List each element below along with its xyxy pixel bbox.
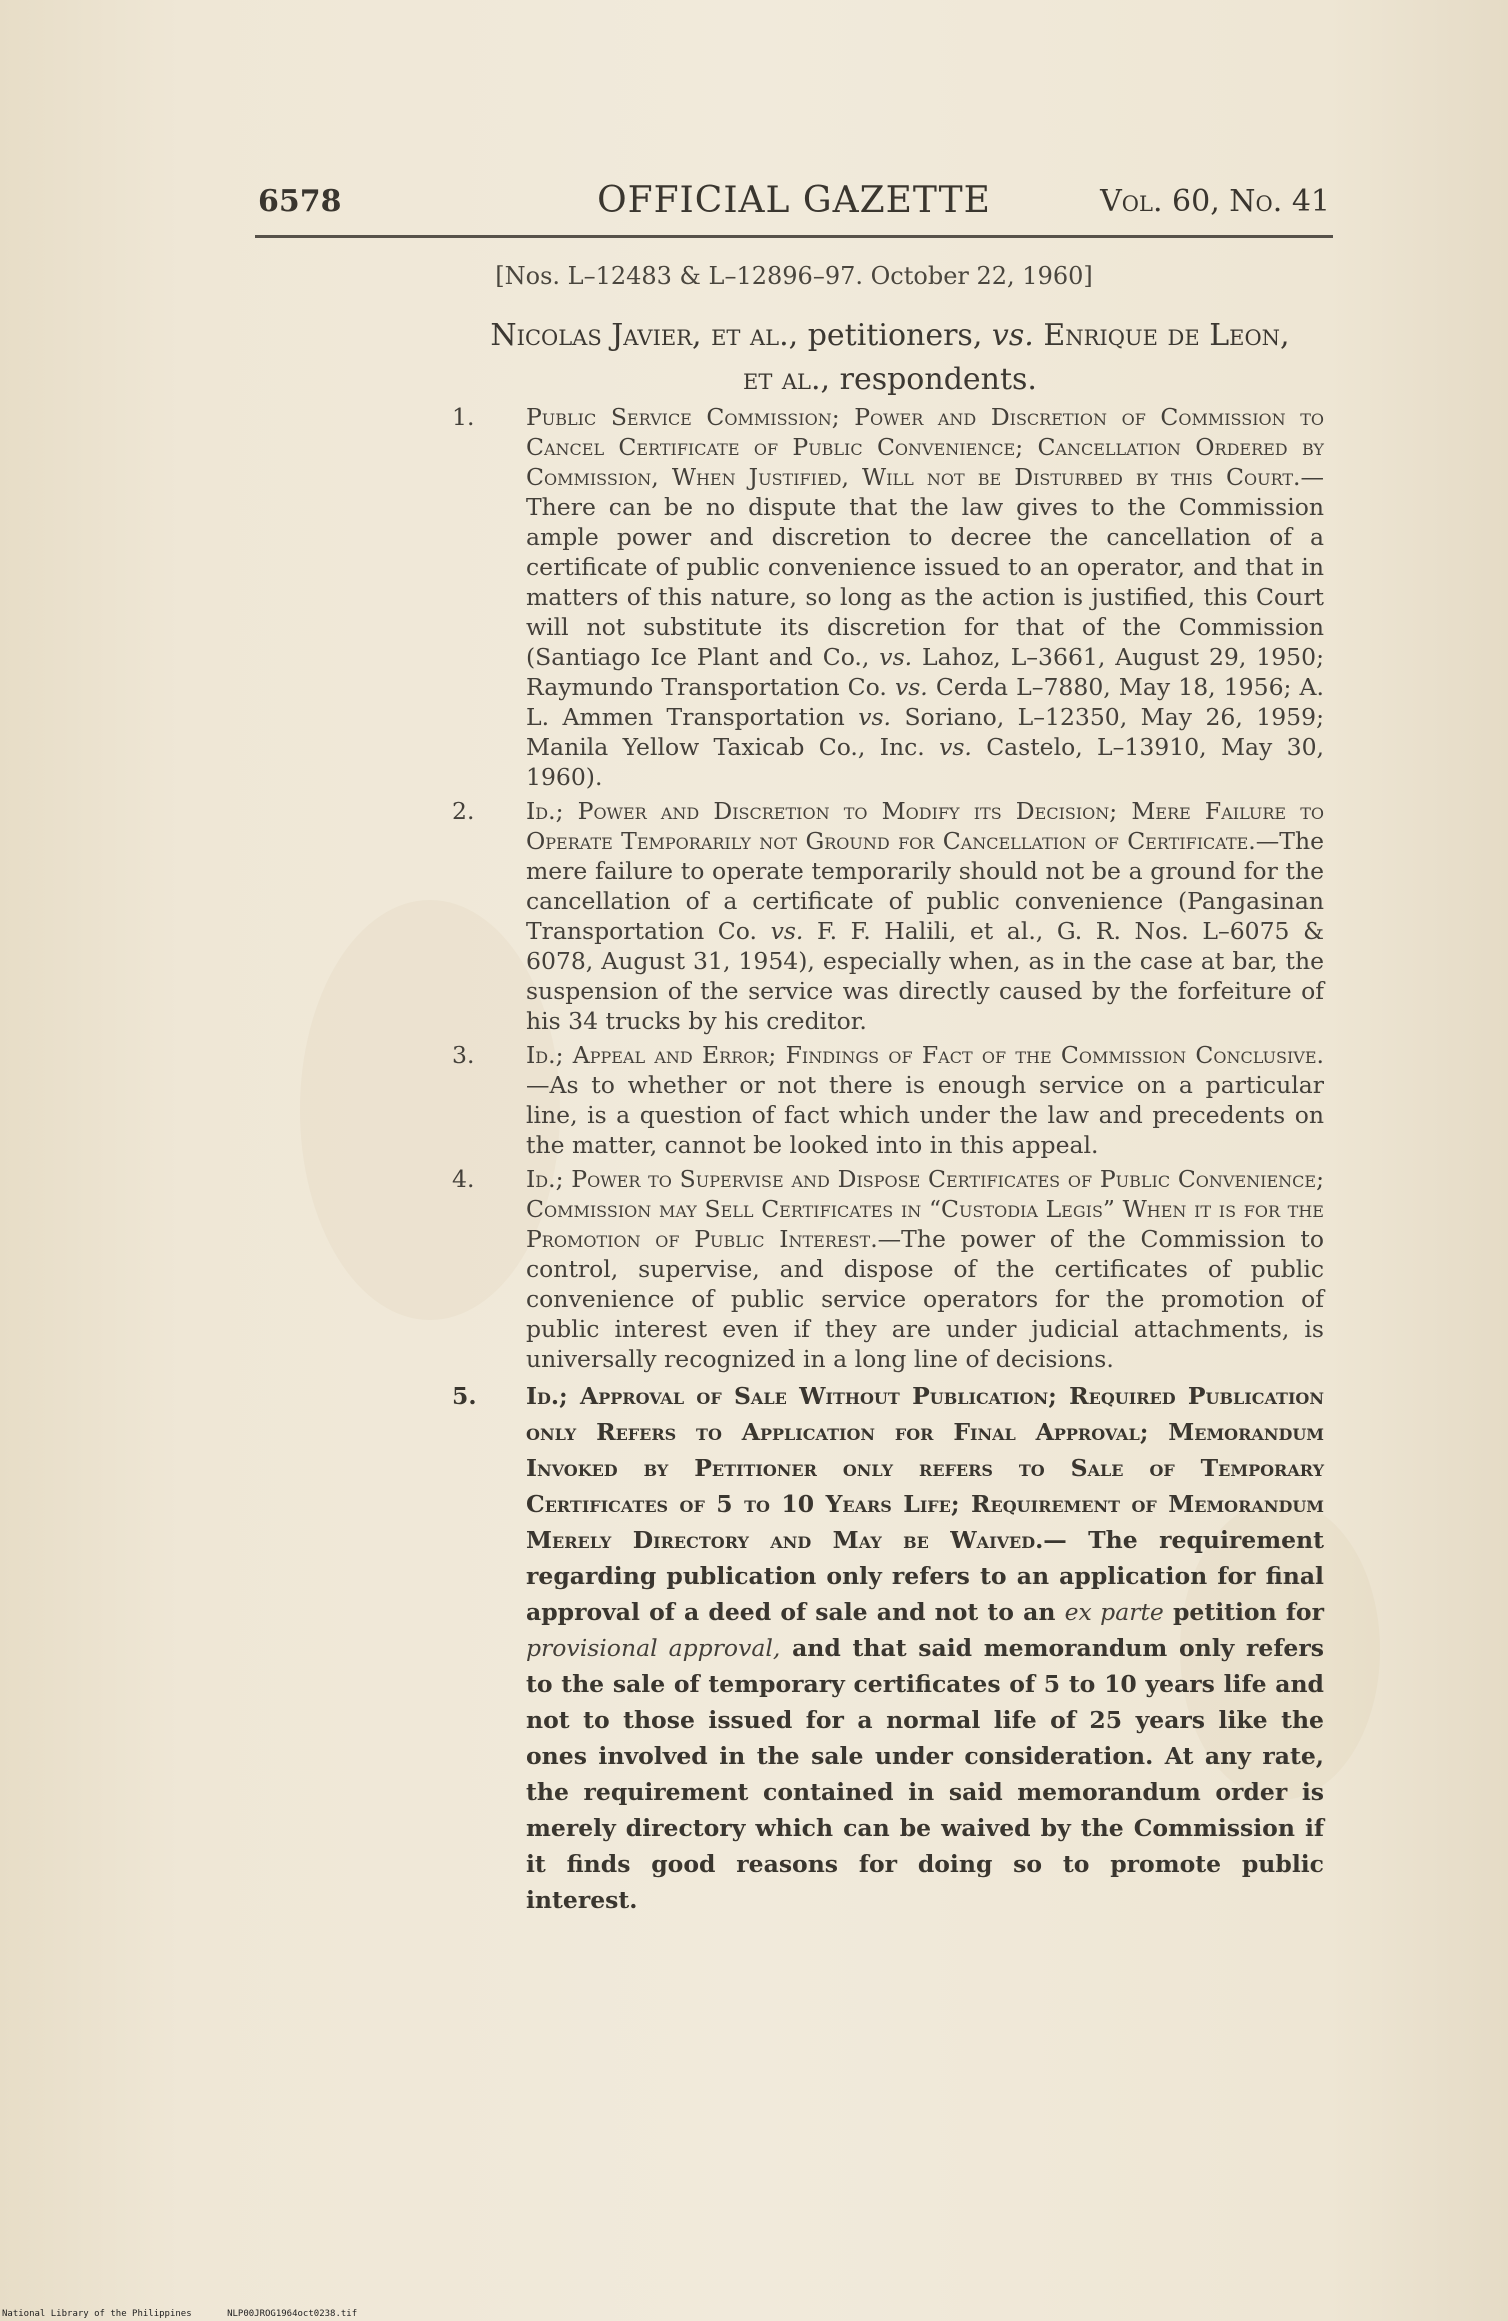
- latin-term: ex parte: [1064, 1598, 1164, 1626]
- case-parties: [440, 314, 1340, 402]
- item-number: 1.: [452, 403, 475, 431]
- item-number: 3.: [452, 1041, 475, 1069]
- versus: vs.: [894, 673, 928, 701]
- item-heading: Id.; Approval of Sale Without Publication; Required Publication only Refers to Application for Final Approval; Memorandum Invoked by Petitioner only refers to Sale of Temporary Certificates of 5 to 10 Years Life; Requirement of Memorandum Merely Directory and May be Waived.: [526, 1382, 1324, 1554]
- versus: vs.: [991, 318, 1034, 353]
- case-numbers: [Nos. L–12483 & L–12896–97. October 22, 1960]: [495, 262, 1093, 290]
- volume-number: Vol. 60, No. 41: [1100, 184, 1330, 219]
- syllabus-item-4: [452, 1164, 1324, 1374]
- item-body: and that said memorandum only refers to the sale of temporary certificates of 5 to 10 years life and not to those issued for a normal life of 25 years like the ones involved in the sale under consideration. At any rate, the requirement contained in said memorandum order is merely directory which can be waived by the Commission if it finds good reasons for doing so to promote public interest.: [526, 1634, 1324, 1914]
- scan-footer: [2, 2309, 387, 2319]
- syllabus: [452, 402, 1324, 1922]
- item-body: petition for: [1163, 1598, 1324, 1626]
- item-body: Lahoz, L–3661, August 29, 1950; Raymundo Transportation Co.: [526, 643, 1324, 701]
- syllabus-item-1: [452, 402, 1324, 792]
- item-body: Cerda L–7880, May 18, 1956; A. L. Ammen Transportation: [526, 673, 1324, 731]
- header-rule: [255, 235, 1333, 238]
- item-heading: Id.; Power to Supervise and Dispose Certificates of Public Convenience; Commission may Sell Certificates in “Custodia Legis” When it is for the Promotion of Public Interest.: [526, 1165, 1324, 1253]
- item-number: 5.: [452, 1382, 477, 1410]
- emphasized-term: provisional approval,: [526, 1634, 781, 1662]
- publication-title: OFFICIAL GAZETTE: [597, 180, 991, 221]
- item-body: —As to whether or not there is enough service on a particular line, is a question of fact which under the law and precedents on the matter, cannot be looked into in this appeal.: [526, 1071, 1324, 1159]
- petitioner-name: Nicolas Javier, et al.,: [490, 318, 799, 353]
- item-body: Soriano, L–12350, May 26, 1959; Manila Yellow Taxicab Co., Inc.: [526, 703, 1324, 761]
- versus: vs.: [770, 917, 804, 945]
- respondent-role: respondents.: [830, 362, 1037, 397]
- respondent-name: Enrique de Leon,: [1033, 318, 1290, 353]
- item-body: F. F. Halili, et al., G. R. Nos. L–6075 & 6078, August 31, 1954), especially when, as in the case at bar, the suspension of the service was directly caused by the forfeiture of his 34 trucks by his creditor.: [526, 917, 1324, 1035]
- versus: vs.: [879, 643, 913, 671]
- page-number: 6578: [258, 184, 342, 219]
- syllabus-item-3: [452, 1040, 1324, 1160]
- item-number: 4.: [452, 1165, 475, 1193]
- item-body: Castelo, L–13910, May 30, 1960).: [526, 733, 1324, 791]
- running-header: [258, 178, 1330, 228]
- syllabus-item-5: [452, 1378, 1324, 1918]
- library-credit: National Library of the Philippines: [2, 2309, 192, 2319]
- petitioner-role: petitioners,: [798, 318, 992, 353]
- item-body: —The mere failure to operate temporarily should not be a ground for the cancellation of a certificate of public convenience (Pangasinan Transportation Co.: [526, 827, 1324, 945]
- item-heading: Public Service Commission; Power and Discretion of Commission to Cancel Certificate of Public Convenience; Cancellation Ordered by Commission, When Justified, Will not be Disturbed by this Court.: [526, 403, 1324, 491]
- respondent-et-al: et al.,: [743, 362, 831, 397]
- versus: vs.: [939, 733, 972, 761]
- syllabus-item-2: [452, 796, 1324, 1036]
- item-number: 2.: [452, 797, 475, 825]
- item-heading: Id.; Power and Discretion to Modify its Decision; Mere Failure to Operate Temporarily not Ground for Cancellation of Certificate.: [526, 797, 1324, 855]
- versus: vs.: [858, 703, 892, 731]
- item-body: — The requirement regarding publication only refers to an application for final approval of a deed of sale and not to an: [526, 1526, 1324, 1626]
- item-heading: Id.; Appeal and Error; Findings of Fact of the Commission Conclusive.: [526, 1041, 1324, 1069]
- item-body: —The power of the Commission to control, supervise, and dispose of the certificates of public convenience of public service operators for the promotion of public interest even if they are under judicial attachments, is universally recognized in a long line of decisions.: [526, 1225, 1324, 1373]
- file-name: NLP00JROG1964oct0238.tif: [227, 2309, 358, 2319]
- item-body: —There can be no dispute that the law gives to the Commission ample power and discretion to decree the cancellation of a certificate of public convenience issued to an operator, and that in matters of this nature, so long as the action is justified, this Court will not substitute its discretion for that of the Commission (Santiago Ice Plant and Co.,: [526, 463, 1324, 671]
